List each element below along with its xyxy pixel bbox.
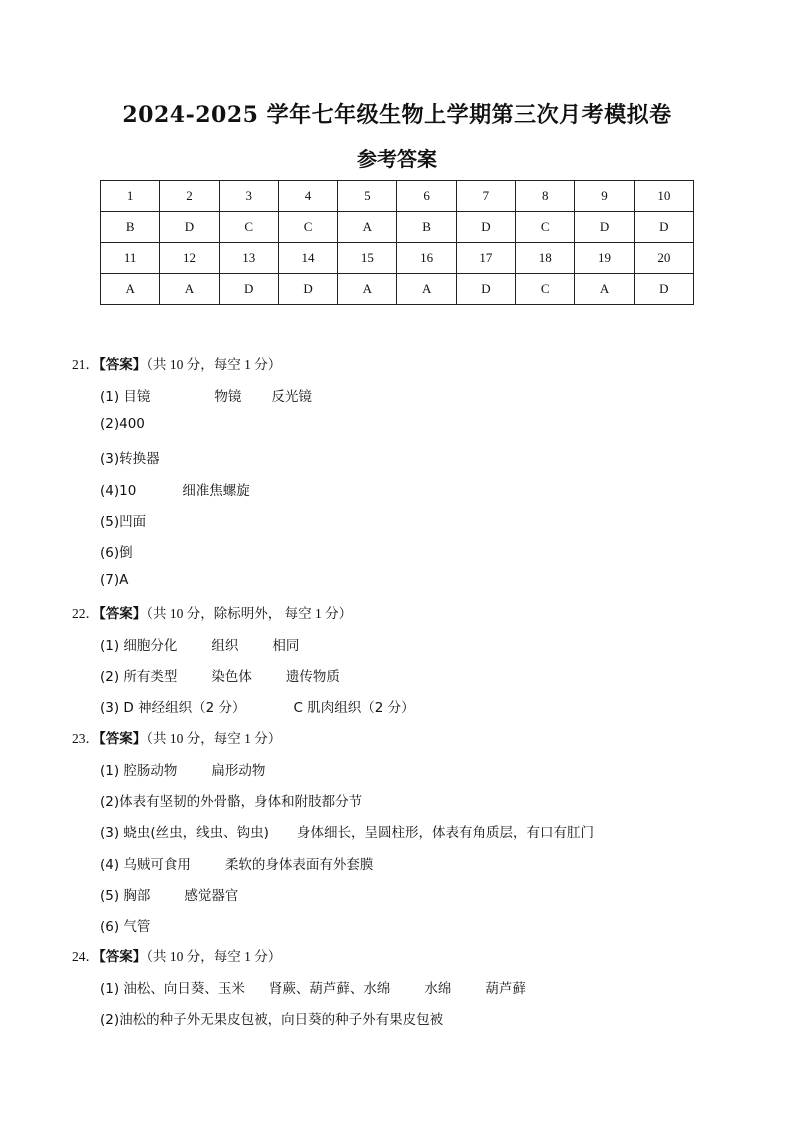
q21-tag: 【答案】 [99,357,147,372]
answer-line [100,977,526,997]
answer-part: (2) 所有类型 [100,669,178,686]
answer-part: (2)体表有坚韧的外骨骼，身体和附肢都分节 [100,794,363,811]
table-row [101,243,694,274]
answer-part: 细准焦螺旋 [182,482,250,499]
q23-number: 23． [72,731,99,746]
answer-line [100,447,160,467]
table-cell: D [278,274,337,305]
table-cell: 9 [575,181,634,212]
table-cell: C [278,212,337,243]
table-row [101,212,694,243]
answer-part: (5) 胸部 [100,887,151,904]
answer-part: (4)10 [100,482,137,499]
answer-line [100,510,146,530]
table-cell: 6 [397,181,456,212]
table-cell: C [516,212,575,243]
answer-line [100,884,238,904]
answer-part: (6) 气管 [100,919,151,935]
table-cell: 5 [338,181,397,212]
table-cell: A [575,274,634,305]
answer-part: (3) 蛲虫(丝虫，线虫、钩虫) [100,825,269,842]
page-title: 2024-2025 学年七年级生物上学期第三次月考模拟卷 [122,102,672,128]
q24-tag: 【答案】 [99,949,147,964]
table-cell: 14 [278,243,337,274]
answer-line [100,416,145,432]
answer-line [100,790,362,810]
answer-line [100,479,250,499]
answer-line [100,853,373,873]
table-cell: D [160,212,219,243]
table-cell: 17 [456,243,515,274]
answer-part: (1) 细胞分化 [100,638,178,654]
answer-part: 相同 [272,638,300,654]
table-cell: C [219,212,278,243]
table-cell: D [456,212,515,243]
table-cell: D [575,212,634,243]
answer-part: 扁形动物 [211,763,266,779]
table-cell: B [397,212,456,243]
answer-part: 身体细长，呈圆柱形，体表有角质层，有口有肛门 [296,825,594,842]
table-cell: 7 [456,181,515,212]
answer-part: (3) D 神经组织（2 分） [100,700,246,717]
table-cell: D [634,274,693,305]
answer-part: 组织 [211,638,239,654]
table-cell: D [219,274,278,305]
table-cell: 18 [516,243,575,274]
answer-part: 染色体 [211,669,252,686]
q22-tag: 【答案】 [99,606,147,621]
answer-part: (7)A [100,572,129,589]
answer-line [100,821,594,841]
table-cell: 16 [397,243,456,274]
answer-line [100,385,312,405]
answer-part: (2)400 [100,416,145,433]
page-subtitle: 参考答案 [357,147,437,171]
q22-number: 22． [72,606,99,621]
q24-note: （共 10 分，每空 1 分） [146,949,282,964]
answer-line [100,696,415,716]
answer-part: 物镜 [214,389,242,405]
answer-part: 遗传物质 [285,669,340,686]
table-cell: A [397,274,456,305]
table-cell: 20 [634,243,693,274]
table-cell: D [456,274,515,305]
table-cell: 10 [634,181,693,212]
table-row [101,274,694,305]
table-cell: A [338,212,397,243]
answer-part: (2)油松的种子外无果皮包被，向日葵的种子外有果皮包被 [100,1012,444,1029]
table-cell: 1 [101,181,160,212]
answer-part: 感觉器官 [184,887,239,904]
answer-part: (5)凹面 [100,513,147,530]
answer-line [100,1008,443,1028]
answer-part: (3)转换器 [100,451,160,468]
answer-part: 柔软的身体表面有外套膜 [224,856,374,873]
answer-part: (6)倒 [100,545,133,561]
table-cell: A [338,274,397,305]
q24-number: 24． [72,949,99,964]
answer-part: C 肌肉组织（2 分） [293,700,415,717]
q22-heading [72,602,352,622]
answer-part: (4) 乌贼可食用 [100,856,191,873]
table-cell: A [101,274,160,305]
table-cell: D [634,212,693,243]
answer-line [100,665,340,685]
table-cell: 4 [278,181,337,212]
table-cell: 2 [160,181,219,212]
answer-part: 反光镜 [271,389,312,405]
q22-note: （共 10 分，除标明外， 每空 1 分） [146,606,353,621]
answer-line [100,572,128,588]
table-cell: 15 [338,243,397,274]
answer-part: (1) 腔肠动物 [100,763,178,779]
table-cell: 8 [516,181,575,212]
table-cell: 13 [219,243,278,274]
q24-heading [72,945,281,965]
table-cell: 19 [575,243,634,274]
q23-note: （共 10 分，每空 1 分） [146,731,282,746]
q21-note: （共 10 分，每空 1 分） [146,357,282,372]
q23-tag: 【答案】 [99,731,147,746]
answer-part: (1) 油松、向日葵、玉米 [100,981,245,997]
table-row [101,181,694,212]
table-cell: 12 [160,243,219,274]
answer-line [100,634,299,654]
answer-line [100,541,133,561]
table-cell: C [516,274,575,305]
answer-line [100,915,150,935]
answer-line [100,759,265,779]
table-cell: A [160,274,219,305]
table-cell: 3 [219,181,278,212]
answer-part: 水绵 [424,981,452,997]
table-cell: 11 [101,243,160,274]
answer-part: 肾蕨、葫芦藓、水绵 [268,981,391,997]
q21-number: 21． [72,357,99,372]
q23-heading [72,727,281,747]
q21-heading [72,353,281,373]
answer-part: 葫芦藓 [485,981,526,997]
table-cell: B [101,212,160,243]
answer-table [100,180,694,305]
answer-part: (1) 目镜 [100,389,151,405]
